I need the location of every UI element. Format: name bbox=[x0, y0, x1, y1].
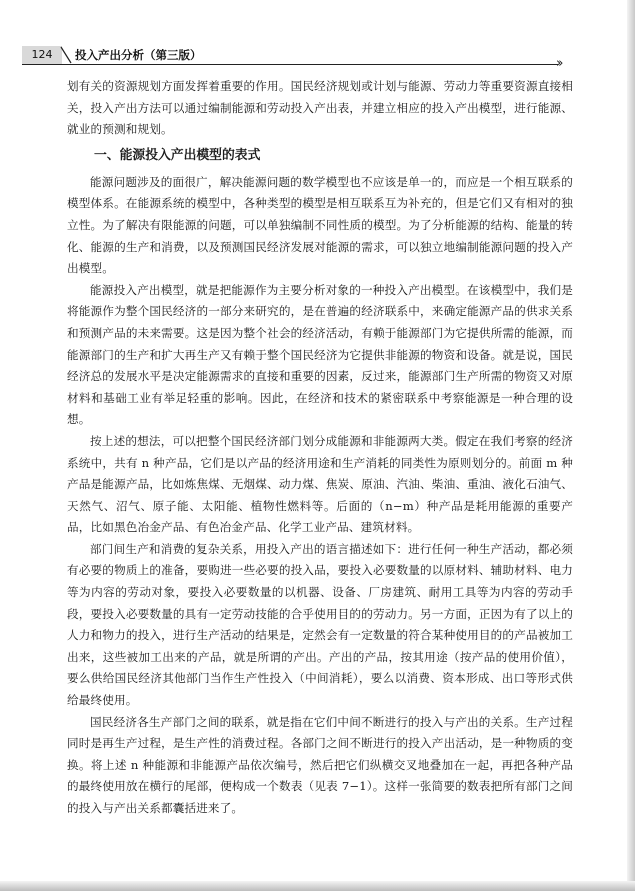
paragraph-4: 按上述的想法，可以把整个国民经济部门划分成能源和非能源两大类。假定在我们考察的经济系统中，共有 n 种产品，它们是以产品的经济用途和生产消耗的同类性为原则划分的。前面 m 种产品是能源产品，比如炼焦煤、无烟煤、动力煤、焦炭、原油、汽油、柴油、重油、液化石油气、天然气、沼气、原子能、太阳能、植物性燃料等。后面的（n−m）种产品是耗用能源的重要产品，比如黑色冶金产品、有色冶金产品、化学工业产品、建筑材料。 bbox=[67, 433, 573, 535]
book-title: 投入产出分析（第三版） bbox=[75, 48, 202, 62]
page-edge-shadow-right bbox=[627, 0, 635, 891]
page-edge-shadow-bottom bbox=[0, 881, 635, 891]
paragraph-5: 部门间生产和消费的复杂关系，用投入产出的语言描述如下：进行任何一种生产活动，都必须有必要的物质上的准备，要购进一些必要的投入品，要投入必要数量的以原材料、辅助材料、电力等为内容的劳动对象，要投入必要数量的以机器、设备、厂房建筑、耐用工具等为内容的劳动手段，要投入必要数量的具有一定劳动技能的合乎使用目的的劳动力。另一方面，正因为有了以上的人力和物力的投入，进行生产活动的结果是，定然会有一定数量的符合某种使用目的的产品被加工出来，这些被加工出来的产品，就是所谓的产出。产出的产品，按其用途（按产品的使用价值），要么供给国民经济其他部门当作生产性投入（中间消耗），要么以消费、资本形成、出口等形式供给最终使用。 bbox=[67, 541, 573, 708]
paragraph-2: 能源问题涉及的面很广，解决能源问题的数学模型也不应该是单一的，而应是一个相互联系的模型体系。在能源系统的模型中，各种类型的模型是相互联系互为补充的，但是它们又有相对的独立性。为了解决有限能源的问题，可以单独编制不同性质的模型。为了分析能源的结构、能量的转化、能源的生产和消费，以及预测国民经济发展对能源的需求，可以独立地编制能源问题的投入产出模型。 bbox=[67, 174, 573, 276]
paragraph-6: 国民经济各生产部门之间的联系，就是指在它们中间不断进行的投入与产出的关系。生产过程同时是再生产过程，是生产性的消费过程。各部门之间不断进行的投入产出活动，是一种物质的变换。将上述 n 种能源和非能源产品依次编号，然后把它们纵横交叉地叠加在一起，再把各种产品的最终使用放在横行的尾部，便构成一个数表（见表 7−1）。这样一张简要的数表把所有部门之间的投入与产出关系都囊括进来了。 bbox=[67, 714, 573, 815]
header-rule bbox=[22, 64, 558, 65]
paragraph-3: 能源投入产出模型，就是把能源作为主要分析对象的一种投入产出模型。在该模型中，我们是将能源作为整个国民经济的一部分来研究的，是在普遍的经济联系中，来确定能源产品的供求关系和预测产品的未来需要。这是因为整个社会的经济活动，有赖于能源部门为它提供所需的能源，而能源部门的生产和扩大再生产又有赖于整个国民经济为它提供非能源的物资和设备。就是说，国民经济总的发展水平是决定能源需求的直接和重要的因素，反过来，能源部门生产所需的物资又对原材料和基础工业有举足轻重的影响。因此，在经济和技术的紧密联系中考察能源是一种合理的设想。 bbox=[67, 282, 573, 427]
header-slash-icon bbox=[59, 46, 73, 64]
paragraph-1: 划有关的资源规划方面发挥着重要的作用。国民经济规划或计划与能源、劳动力等重要资源直接相关，投入产出方法可以通过编制能源和劳动投入产出表，并建立相应的投入产出模型，进行能源、就业的预测和规划。 bbox=[67, 79, 573, 137]
section-heading: 一、能源投入产出模型的表式 bbox=[94, 147, 261, 163]
running-header bbox=[22, 46, 570, 71]
body-text bbox=[67, 76, 573, 820]
page-number: 124 bbox=[22, 46, 62, 64]
double-chevron-icon: ›› bbox=[556, 56, 561, 71]
